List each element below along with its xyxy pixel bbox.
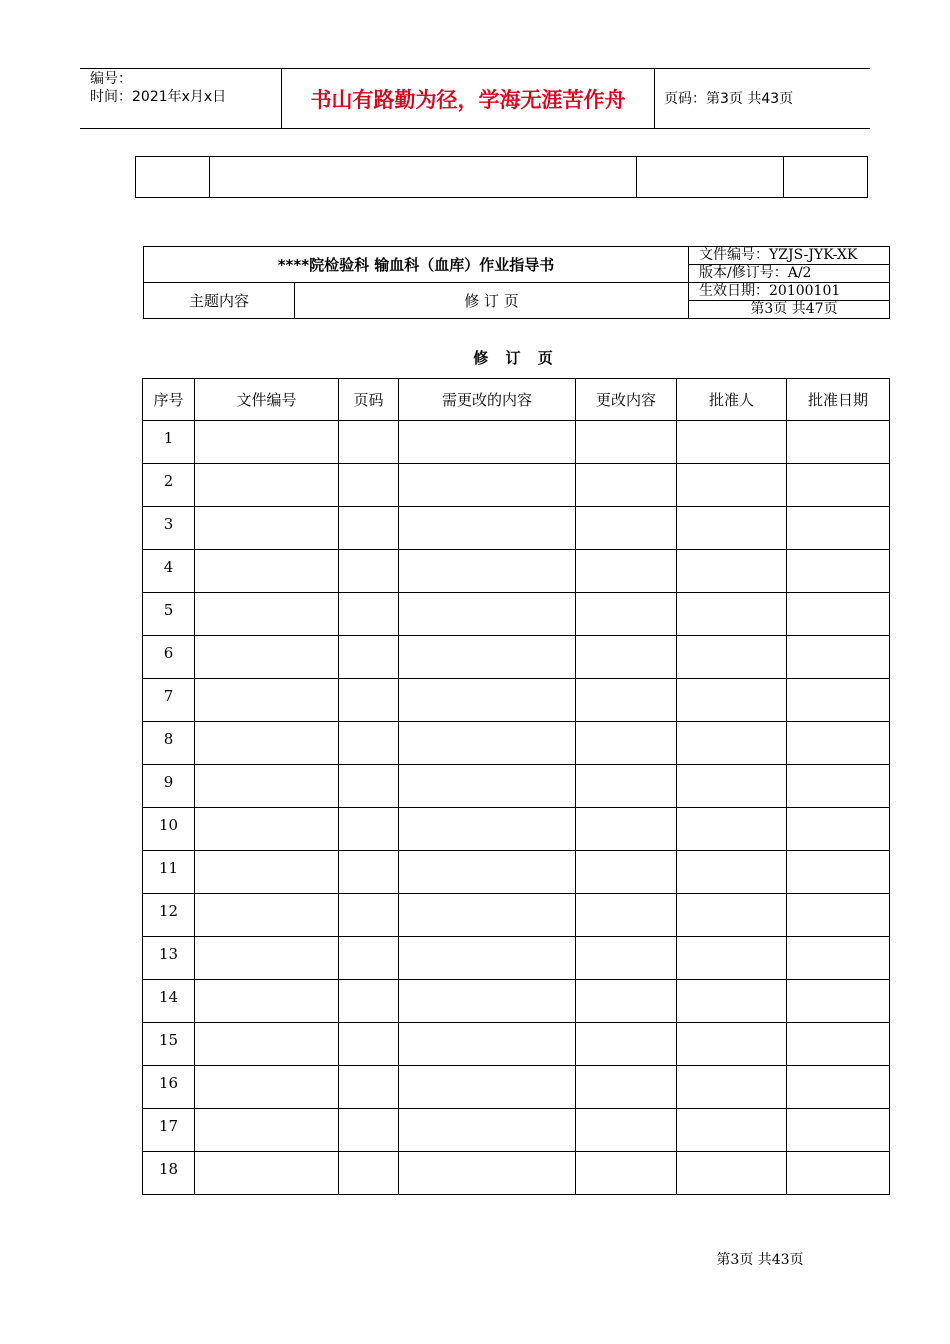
table-cell — [339, 765, 399, 808]
table-cell — [195, 765, 339, 808]
row-number: 11 — [143, 851, 195, 894]
table-row — [143, 550, 890, 593]
revision-title: 修 订 页 — [473, 349, 559, 367]
table-cell — [195, 1109, 339, 1152]
table-cell — [339, 593, 399, 636]
table-cell — [677, 808, 787, 851]
table-row — [143, 636, 890, 679]
table-cell — [677, 636, 787, 679]
table-cell — [677, 679, 787, 722]
table-cell — [576, 1109, 677, 1152]
table-cell — [339, 1109, 399, 1152]
table-row — [143, 679, 890, 722]
table-cell — [339, 1152, 399, 1195]
document-number-label: 编号： — [90, 71, 132, 87]
row-number: 4 — [143, 550, 195, 593]
table-cell — [399, 550, 576, 593]
table-cell — [399, 722, 576, 765]
row-number: 13 — [143, 937, 195, 980]
table-cell — [339, 722, 399, 765]
table-cell — [339, 894, 399, 937]
table-row — [143, 851, 890, 894]
table-cell — [339, 851, 399, 894]
header-motto: 书山有路勤为径，学海无涯苦作舟 — [310, 88, 626, 112]
row-number: 6 — [143, 636, 195, 679]
table-cell — [677, 464, 787, 507]
table-cell — [787, 1152, 890, 1195]
table-cell — [787, 636, 890, 679]
effective-date: 生效日期：20100101 — [689, 283, 890, 301]
table-cell — [399, 851, 576, 894]
table-row — [143, 1023, 890, 1066]
carryover-cell — [210, 157, 637, 198]
table-cell — [576, 937, 677, 980]
table-row — [143, 894, 890, 937]
row-number: 12 — [143, 894, 195, 937]
table-cell — [576, 421, 677, 464]
table-row — [143, 1109, 890, 1152]
row-number: 9 — [143, 765, 195, 808]
table-cell — [195, 1066, 339, 1109]
table-row — [143, 1066, 890, 1109]
table-cell — [195, 507, 339, 550]
table-row — [143, 507, 890, 550]
table-cell — [399, 980, 576, 1023]
table-cell — [787, 507, 890, 550]
table-cell — [399, 765, 576, 808]
table-cell — [195, 937, 339, 980]
table-cell — [195, 593, 339, 636]
table-cell — [195, 808, 339, 851]
table-cell — [677, 765, 787, 808]
table-cell — [787, 722, 890, 765]
row-number: 3 — [143, 507, 195, 550]
subject-value: 修 订 页 — [295, 283, 689, 319]
header-page-label: 页码：第3页 共43页 — [664, 91, 794, 107]
column-header: 批准日期 — [787, 379, 890, 421]
table-cell — [787, 464, 890, 507]
column-header: 页码 — [339, 379, 399, 421]
revision-table — [142, 378, 890, 1195]
row-number: 5 — [143, 593, 195, 636]
table-cell — [399, 636, 576, 679]
row-number: 2 — [143, 464, 195, 507]
table-row — [143, 722, 890, 765]
table-cell — [787, 1023, 890, 1066]
table-row — [143, 421, 890, 464]
column-header: 需更改的内容 — [399, 379, 576, 421]
row-number: 16 — [143, 1066, 195, 1109]
table-cell — [195, 1023, 339, 1066]
table-cell — [787, 593, 890, 636]
table-cell — [195, 679, 339, 722]
table-cell — [787, 851, 890, 894]
table-cell — [339, 808, 399, 851]
row-number: 18 — [143, 1152, 195, 1195]
row-number: 7 — [143, 679, 195, 722]
table-cell — [787, 1066, 890, 1109]
row-number: 1 — [143, 421, 195, 464]
table-cell — [195, 722, 339, 765]
table-cell — [195, 421, 339, 464]
table-cell — [195, 1152, 339, 1195]
document-time-label: 时间：2021年x月x日 — [90, 89, 227, 105]
table-cell — [677, 1152, 787, 1195]
doc-page-info: 第3页 共47页 — [689, 301, 890, 319]
table-cell — [677, 550, 787, 593]
header-top-rule — [80, 68, 870, 69]
table-cell — [339, 550, 399, 593]
table-cell — [339, 1023, 399, 1066]
table-cell — [677, 980, 787, 1023]
table-cell — [576, 980, 677, 1023]
table-cell — [787, 1109, 890, 1152]
table-cell — [787, 894, 890, 937]
table-cell — [787, 550, 890, 593]
table-cell — [576, 679, 677, 722]
table-cell — [677, 894, 787, 937]
table-cell — [399, 679, 576, 722]
table-cell — [576, 894, 677, 937]
table-cell — [195, 851, 339, 894]
table-cell — [339, 937, 399, 980]
footer-page-number: 第3页 共43页 — [716, 1252, 804, 1268]
column-header: 序号 — [143, 379, 195, 421]
subject-label: 主题内容 — [144, 283, 295, 319]
table-cell — [576, 722, 677, 765]
table-cell — [576, 464, 677, 507]
table-cell — [576, 1152, 677, 1195]
table-cell — [576, 1023, 677, 1066]
table-cell — [195, 980, 339, 1023]
table-cell — [339, 1066, 399, 1109]
table-cell — [339, 507, 399, 550]
table-cell — [339, 464, 399, 507]
table-cell — [576, 851, 677, 894]
table-cell — [677, 507, 787, 550]
carryover-table — [135, 156, 868, 198]
table-cell — [576, 636, 677, 679]
table-cell — [195, 550, 339, 593]
table-cell — [195, 464, 339, 507]
document-header-table — [143, 246, 890, 319]
table-cell — [399, 937, 576, 980]
column-header: 批准人 — [677, 379, 787, 421]
table-cell — [787, 421, 890, 464]
column-header: 更改内容 — [576, 379, 677, 421]
table-cell — [576, 1066, 677, 1109]
table-cell — [339, 636, 399, 679]
table-cell — [339, 980, 399, 1023]
table-cell — [576, 593, 677, 636]
table-row — [143, 593, 890, 636]
table-cell — [787, 980, 890, 1023]
row-number: 17 — [143, 1109, 195, 1152]
carryover-cell — [784, 157, 868, 198]
table-cell — [399, 1023, 576, 1066]
row-number: 10 — [143, 808, 195, 851]
row-number: 14 — [143, 980, 195, 1023]
table-cell — [787, 808, 890, 851]
row-number: 8 — [143, 722, 195, 765]
table-cell — [399, 1066, 576, 1109]
table-cell — [677, 593, 787, 636]
file-number: 文件编号：YZJS-JYK-XK — [689, 247, 890, 265]
table-row — [143, 1152, 890, 1195]
table-cell — [339, 421, 399, 464]
table-row — [143, 464, 890, 507]
table-cell — [399, 808, 576, 851]
table-cell — [399, 507, 576, 550]
table-cell — [677, 937, 787, 980]
table-cell — [677, 722, 787, 765]
table-row — [143, 937, 890, 980]
table-row — [143, 808, 890, 851]
column-header: 文件编号 — [195, 379, 339, 421]
carryover-cell — [136, 157, 210, 198]
table-cell — [399, 894, 576, 937]
table-cell — [787, 679, 890, 722]
row-number: 15 — [143, 1023, 195, 1066]
table-row — [143, 765, 890, 808]
table-cell — [399, 1152, 576, 1195]
table-cell — [339, 679, 399, 722]
table-row — [143, 980, 890, 1023]
table-cell — [576, 507, 677, 550]
table-cell — [399, 593, 576, 636]
table-cell — [399, 421, 576, 464]
table-cell — [677, 421, 787, 464]
table-cell — [399, 464, 576, 507]
table-cell — [576, 808, 677, 851]
table-cell — [399, 1109, 576, 1152]
table-cell — [787, 937, 890, 980]
carryover-cell — [637, 157, 784, 198]
revision-header-row — [143, 379, 890, 421]
header-divider-right — [654, 68, 655, 128]
table-cell — [677, 1066, 787, 1109]
table-cell — [195, 894, 339, 937]
version-number: 版本/修订号：A/2 — [689, 265, 890, 283]
table-cell — [576, 550, 677, 593]
table-cell — [195, 636, 339, 679]
table-cell — [677, 1023, 787, 1066]
table-cell — [787, 765, 890, 808]
document-title: ****院检验科 输血科（血库）作业指导书 — [144, 247, 689, 283]
table-cell — [576, 765, 677, 808]
table-cell — [677, 1109, 787, 1152]
header-bottom-rule — [80, 128, 870, 129]
table-cell — [677, 851, 787, 894]
